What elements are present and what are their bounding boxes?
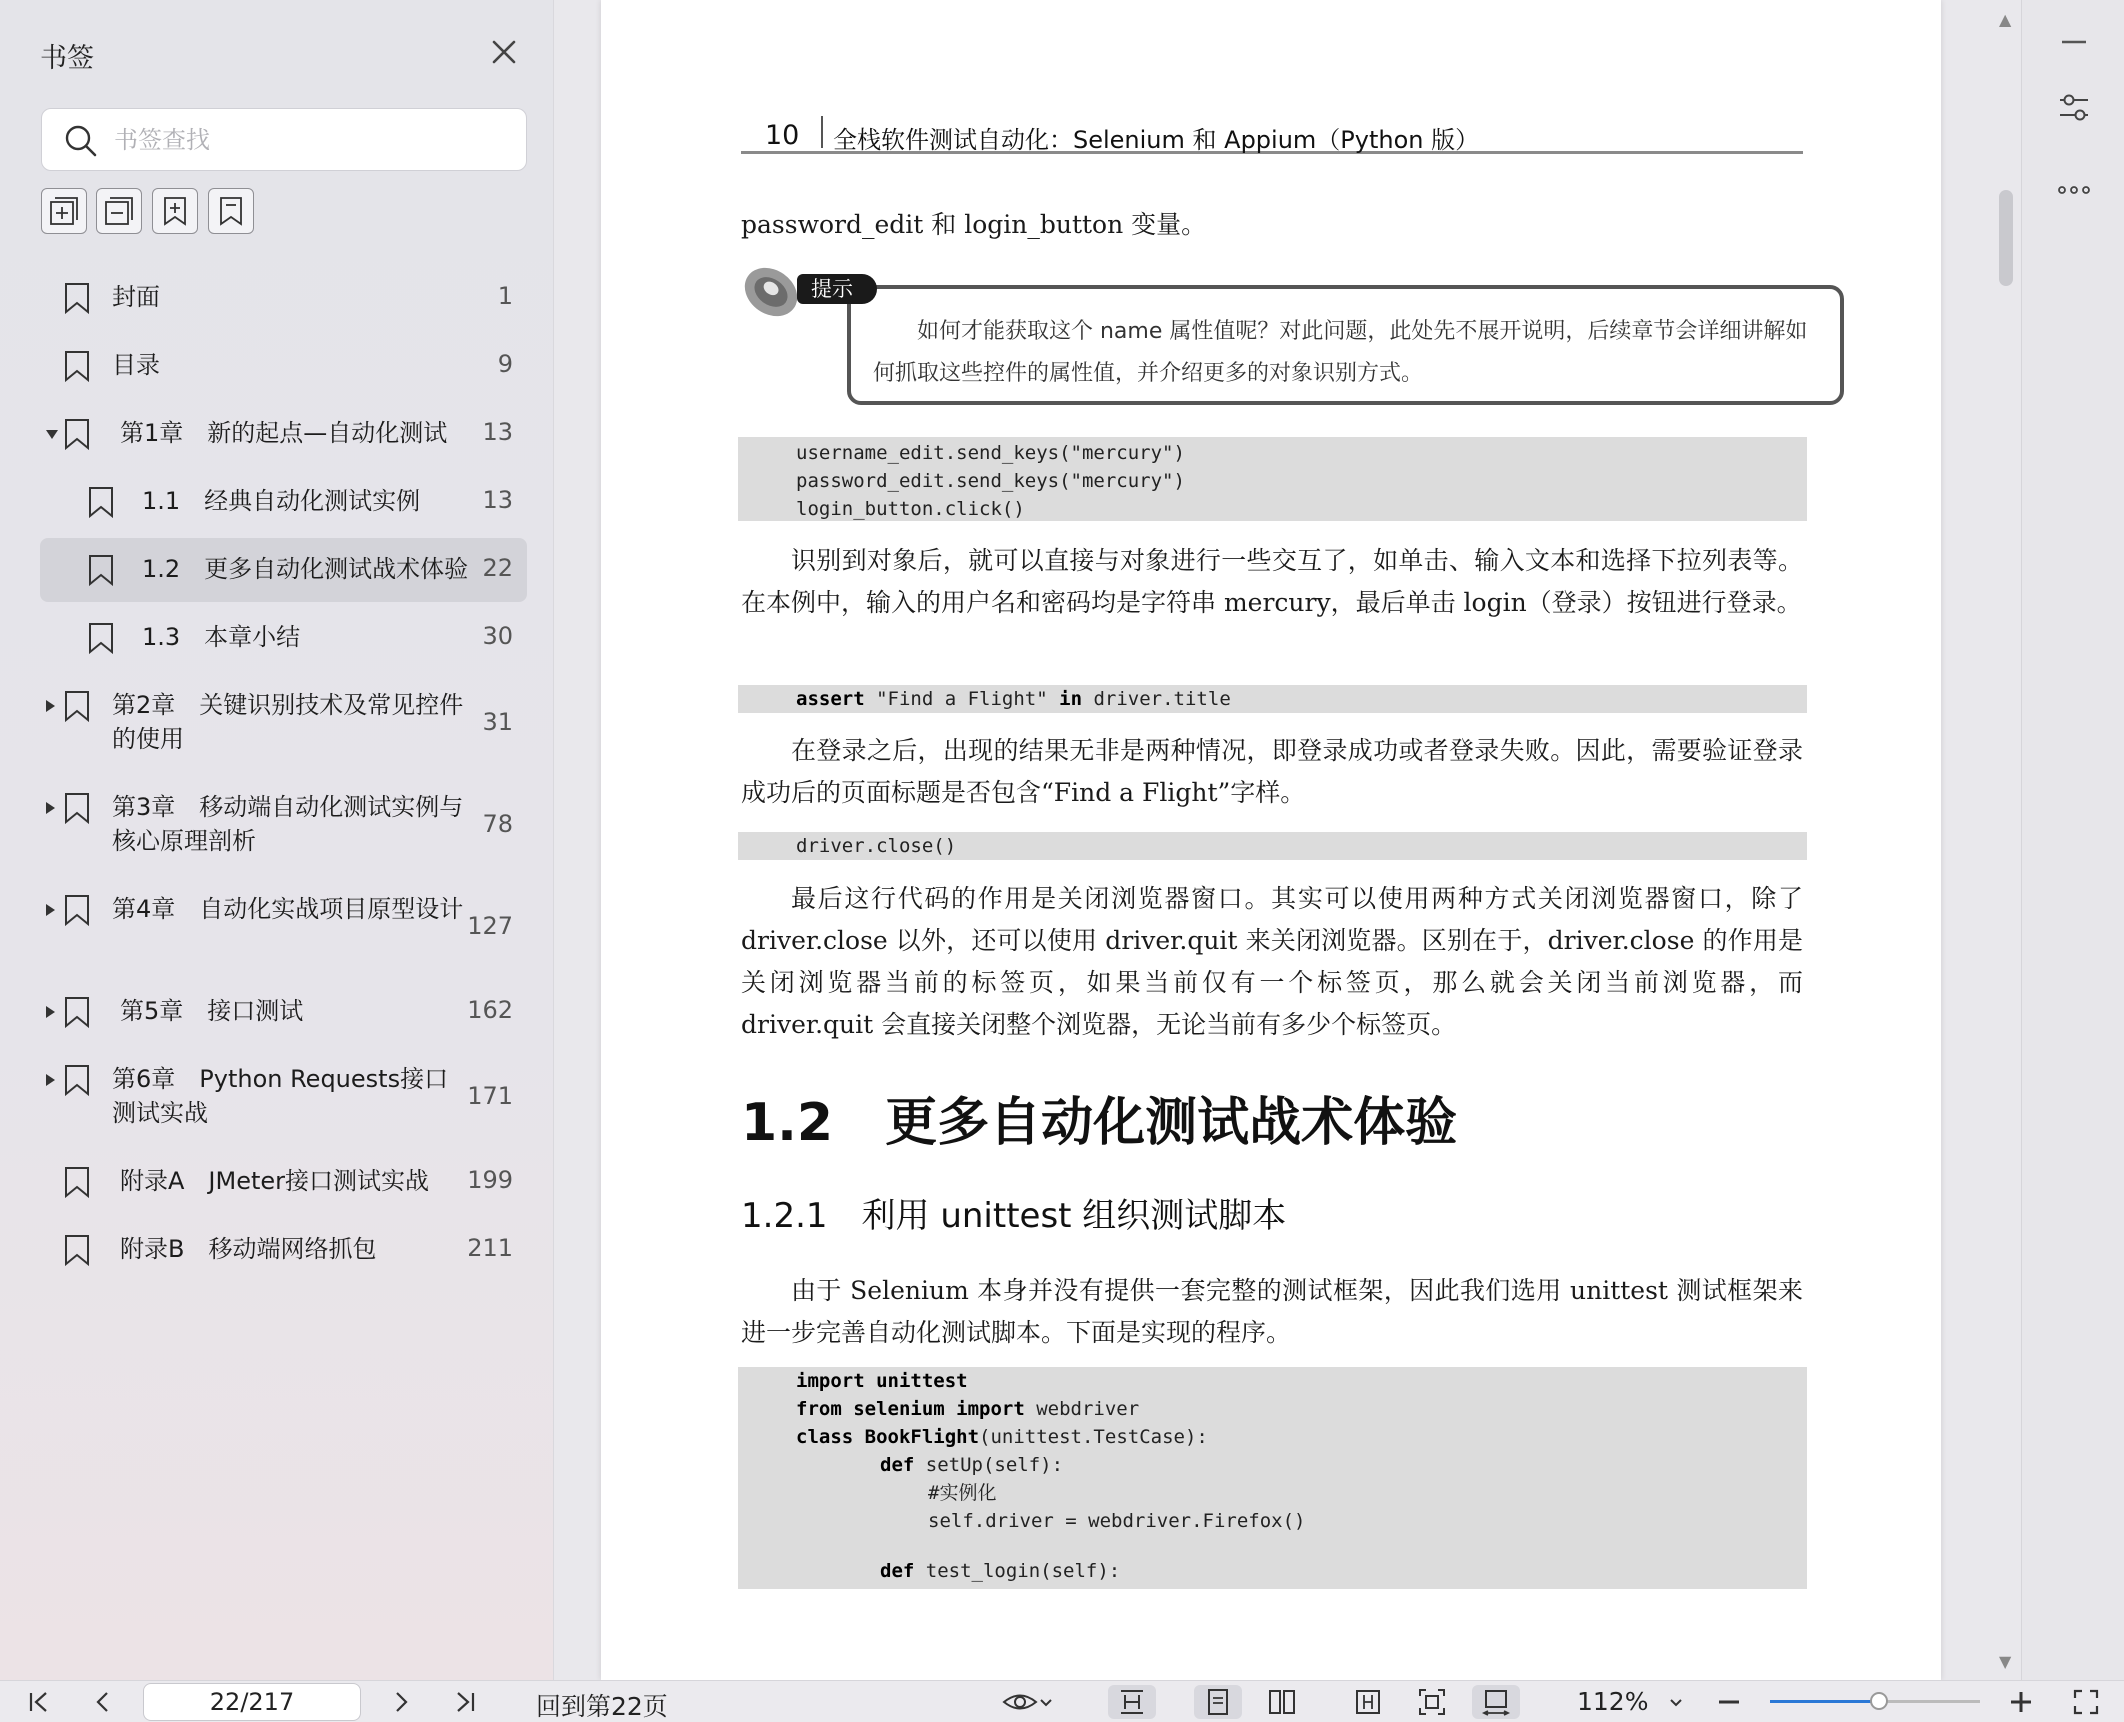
next-page-icon[interactable] xyxy=(384,1685,418,1719)
chevron-right-icon[interactable] xyxy=(46,1006,55,1018)
collapse-all-icon xyxy=(103,195,135,227)
chevron-down-icon xyxy=(1038,1694,1054,1710)
bookmark-label: 第2章 关键识别技术及常见控件的使用 xyxy=(112,691,464,753)
scroll-up-icon[interactable]: ▲ xyxy=(1999,10,2012,29)
bookmark-label: 1.3 本章小结 xyxy=(142,623,301,651)
code-keyword: assert xyxy=(796,688,865,710)
expand-all-icon xyxy=(48,195,80,227)
add-bookmark-icon xyxy=(159,195,191,227)
code-block xyxy=(738,832,1807,860)
bookmark-page: 199 xyxy=(467,1166,513,1194)
bookmark-item-1-2[interactable] xyxy=(40,538,527,602)
code-line: driver.close() xyxy=(796,835,957,857)
bookmark-label: 第5章 接口测试 xyxy=(120,997,304,1025)
bookmark-icon xyxy=(64,792,90,824)
bookmark-page: 171 xyxy=(467,1082,513,1110)
code-line: self.driver = webdriver.Firefox() xyxy=(928,1510,1306,1532)
bookmark-item-chapter4[interactable] xyxy=(40,890,527,966)
bookmark-label: 第3章 移动端自动化测试实例与核心原理剖析 xyxy=(112,793,464,855)
bookmark-icon xyxy=(88,486,114,518)
bookmark-label: 附录B 移动端网络抓包 xyxy=(120,1235,377,1263)
bookmark-item-chapter2[interactable] xyxy=(40,686,527,762)
code-line xyxy=(796,1395,1139,1423)
code-text: unittest xyxy=(864,1370,968,1392)
bookmark-item-chapter1[interactable] xyxy=(40,414,527,454)
minimize-icon[interactable] xyxy=(2054,22,2094,62)
continuous-scroll-icon xyxy=(1117,1687,1147,1717)
chevron-right-icon[interactable] xyxy=(46,700,55,712)
code-line xyxy=(796,1423,1208,1451)
zoom-out-icon[interactable] xyxy=(1714,1685,1744,1719)
zoom-slider-fill xyxy=(1770,1700,1879,1703)
paragraph: 识别到对象后，就可以直接与对象进行一些交互了，如单击、输入文本和选择下拉列表等。在本例中，输入的用户名和密码均是字符串 mercury，最后单击 login（登录）按钮进行登录。 xyxy=(741,546,1803,617)
bookmark-icon xyxy=(64,350,90,382)
bookmark-page: 13 xyxy=(482,418,513,446)
collapse-all-button[interactable] xyxy=(96,188,142,234)
bookmark-icon xyxy=(64,282,90,314)
bookmark-label: 第6章 Python Requests接口测试实战 xyxy=(112,1065,449,1127)
chevron-right-icon[interactable] xyxy=(46,904,55,916)
bookmark-item-appendix-a[interactable] xyxy=(40,1162,527,1202)
bookmark-page: 9 xyxy=(497,350,513,378)
bookmark-icon xyxy=(64,418,90,450)
bookmark-page: 13 xyxy=(482,486,513,514)
back-to-page-link[interactable]: 回到第22页 xyxy=(536,1692,668,1721)
code-keyword: import xyxy=(796,1370,865,1392)
code-line: login_button.click() xyxy=(796,498,1025,520)
continuous-scroll-button[interactable] xyxy=(1108,1685,1156,1719)
section-heading: 1.2 更多自动化测试战术体验 xyxy=(741,1093,1458,1153)
tip-label: 提示 xyxy=(797,274,877,304)
paragraph: 最后这行代码的作用是关闭浏览器窗口。其实可以使用两种方式关闭浏览器窗口，除了 driver.close 以外，还可以使用 driver.quit 来关闭浏览器。区别在于，driver.close 的作用是关闭浏览器当前的标签页，如果当前仅有一个标签页，那么就会关闭当前浏览器，而 driver.quit 会直接关闭整个浏览器，无论当前有多少个标签页。 xyxy=(741,884,1803,1039)
search-icon xyxy=(64,124,98,158)
right-tool-panel xyxy=(2021,0,2124,1680)
chevron-right-icon[interactable] xyxy=(46,802,55,814)
two-page-button[interactable] xyxy=(1258,1685,1306,1719)
actual-size-icon xyxy=(1481,1687,1511,1717)
code-block xyxy=(738,437,1807,521)
paragraph: 由于 Selenium 本身并没有提供一套完整的测试框架，因此我们选用 unittest 测试框架来进一步完善自动化测试脚本。下面是实现的程序。 xyxy=(741,1276,1803,1347)
code-line xyxy=(796,1367,968,1395)
first-page-icon[interactable] xyxy=(22,1685,56,1719)
more-options-icon[interactable] xyxy=(2054,170,2094,210)
code-line xyxy=(796,685,1231,713)
fit-page-button[interactable] xyxy=(1408,1685,1456,1719)
scrollbar-thumb[interactable] xyxy=(1999,190,2013,286)
bottom-toolbar xyxy=(0,1680,2124,1722)
bookmark-icon xyxy=(64,894,90,926)
bookmark-icon xyxy=(88,554,114,586)
code-line: password_edit.send_keys("mercury") xyxy=(796,470,1185,492)
code-text: selenium xyxy=(841,1398,957,1420)
scroll-down-icon[interactable]: ▼ xyxy=(1999,1652,2012,1671)
bookmark-button[interactable] xyxy=(208,188,254,234)
zoom-in-icon[interactable] xyxy=(2006,1685,2036,1719)
bookmark-label: 1.2 更多自动化测试战术体验 xyxy=(142,555,469,583)
bookmark-icon xyxy=(64,1064,90,1096)
bookmark-page: 1 xyxy=(497,282,513,310)
code-block xyxy=(738,685,1807,713)
bookmark-item-chapter3[interactable] xyxy=(40,788,527,864)
bookmark-page: 22 xyxy=(482,554,513,582)
single-page-icon xyxy=(1203,1687,1233,1717)
code-text: (unittest.TestCase): xyxy=(979,1426,1208,1448)
bookmark-item-1-3[interactable] xyxy=(40,618,527,658)
view-mode-button[interactable] xyxy=(998,1685,1058,1719)
document-viewport[interactable] xyxy=(555,0,2021,1680)
bookmark-search-input[interactable] xyxy=(114,119,514,161)
document-page xyxy=(601,0,1941,1680)
bookmark-item-chapter6[interactable] xyxy=(40,1060,527,1136)
bookmark-item-cover[interactable] xyxy=(40,278,527,318)
settings-sliders-icon[interactable] xyxy=(2054,88,2094,128)
previous-page-icon[interactable] xyxy=(86,1685,120,1719)
expand-all-button[interactable] xyxy=(41,188,87,234)
code-text: driver.title xyxy=(1093,688,1231,710)
bookmark-label: 目录 xyxy=(112,351,160,379)
header-book-title: 全栈软件测试自动化：Selenium 和 Appium（Python 版） xyxy=(833,126,1480,154)
single-page-button[interactable] xyxy=(1194,1685,1242,1719)
bookmark-page: 162 xyxy=(467,996,513,1024)
bookmark-page: 127 xyxy=(467,912,513,940)
code-keyword: from xyxy=(796,1398,842,1420)
page-number-input[interactable] xyxy=(143,1683,361,1721)
bookmark-page: 78 xyxy=(482,810,513,838)
add-bookmark-button[interactable] xyxy=(152,188,198,234)
last-page-icon[interactable] xyxy=(448,1685,482,1719)
bookmark-item-chapter5[interactable] xyxy=(40,992,527,1032)
bookmark-icon xyxy=(64,1166,90,1198)
code-string: "Find a Flight" xyxy=(876,688,1048,710)
bookmark-page: 30 xyxy=(482,622,513,650)
zoom-slider-handle[interactable] xyxy=(1870,1692,1888,1710)
paragraph: password_edit 和 login_button 变量。 xyxy=(741,210,1207,239)
code-line: username_edit.send_keys("mercury") xyxy=(796,442,1185,464)
chevron-down-icon[interactable] xyxy=(46,430,58,439)
fit-page-icon xyxy=(1417,1687,1447,1717)
bookmark-page: 211 xyxy=(467,1234,513,1262)
fit-width-button[interactable] xyxy=(1344,1685,1392,1719)
bookmark-search-box[interactable] xyxy=(41,108,527,171)
bookmark-sidebar xyxy=(0,0,554,1680)
code-text: setUp(self): xyxy=(914,1454,1064,1476)
bookmark-icon xyxy=(64,1234,90,1266)
code-keyword: def xyxy=(880,1560,915,1582)
bookmark-label: 附录A JMeter接口测试实战 xyxy=(120,1167,430,1195)
code-text: webdriver xyxy=(1024,1398,1140,1420)
zoom-level-label[interactable]: 112% xyxy=(1577,1687,1649,1716)
code-keyword: def xyxy=(880,1454,915,1476)
eye-icon xyxy=(1002,1687,1038,1717)
bookmark-item-toc[interactable] xyxy=(40,346,527,386)
subsection-heading: 1.2.1 利用 unittest 组织测试脚本 xyxy=(741,1196,1287,1236)
two-page-icon xyxy=(1267,1687,1297,1717)
zoom-dropdown-chevron-icon[interactable] xyxy=(1664,1685,1688,1719)
bookmark-icon xyxy=(215,195,247,227)
chevron-right-icon[interactable] xyxy=(46,1074,55,1086)
fullscreen-icon[interactable] xyxy=(2068,1685,2104,1719)
code-text: test_login(self): xyxy=(914,1560,1121,1582)
code-line: #实例化 xyxy=(928,1482,997,1504)
header-separator xyxy=(821,116,823,148)
actual-size-button[interactable] xyxy=(1472,1685,1520,1719)
tip-box xyxy=(847,285,1844,405)
code-line xyxy=(880,1451,1063,1479)
code-keyword: in xyxy=(1059,688,1083,710)
bookmark-label: 封面 xyxy=(112,283,160,311)
bookmark-icon xyxy=(64,996,90,1028)
tip-text: 如何才能获取这个 name 属性值呢？对此问题，此处先不展开说明，后续章节会详细讲解如何抓取这些控件的属性值，并介绍更多的对象识别方式。 xyxy=(873,319,1808,386)
bookmark-label: 第4章 自动化实战项目原型设计 xyxy=(112,895,464,923)
header-page-number: 10 xyxy=(765,120,800,151)
code-keyword: class xyxy=(796,1426,854,1448)
running-header xyxy=(741,116,1803,154)
zoom-slider[interactable] xyxy=(1770,1700,1980,1703)
bookmark-label: 1.1 经典自动化测试实例 xyxy=(142,487,421,515)
fit-width-icon xyxy=(1353,1687,1383,1717)
code-class-name: BookFlight xyxy=(853,1426,980,1448)
bookmark-item-appendix-b[interactable] xyxy=(40,1230,527,1270)
code-line xyxy=(880,1557,1120,1585)
code-keyword: import xyxy=(956,1398,1025,1420)
bookmark-icon xyxy=(64,690,90,722)
code-block xyxy=(738,1367,1807,1589)
bookmark-page: 31 xyxy=(482,708,513,736)
bookmark-icon xyxy=(88,622,114,654)
close-icon[interactable] xyxy=(486,34,522,70)
bookmark-item-1-1[interactable] xyxy=(40,482,527,522)
bookmark-label: 第1章 新的起点—自动化测试 xyxy=(120,419,448,447)
paragraph: 在登录之后，出现的结果无非是两种情况，即登录成功或者登录失败。因此，需要验证登录成功后的页面标题是否包含“Find a Flight”字样。 xyxy=(741,736,1803,807)
sidebar-title: 书签 xyxy=(40,43,94,74)
